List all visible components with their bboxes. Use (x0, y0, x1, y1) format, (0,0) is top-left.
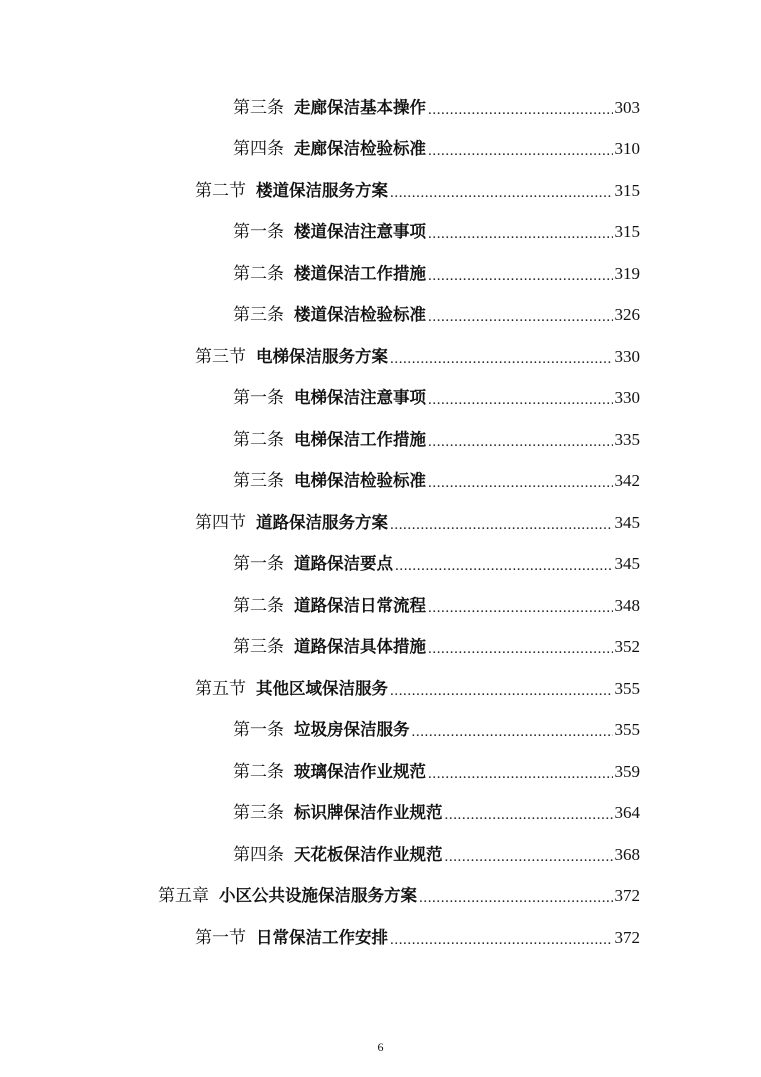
toc-leader-dots (428, 427, 613, 457)
toc-entry-page: 342 (614, 471, 640, 490)
toc-entry[interactable] (233, 757, 640, 787)
toc-entry-page: 345 (614, 513, 640, 532)
toc-entry-number: 第五节 (195, 679, 246, 699)
toc-entry-title: 电梯保洁注意事项 (294, 388, 426, 407)
toc-entry[interactable] (233, 549, 640, 579)
toc-entry-title: 电梯保洁服务方案 (256, 347, 388, 366)
toc-entry-number: 第二条 (233, 596, 284, 616)
toc-leader-dots (390, 510, 613, 540)
toc-leader-dots (428, 219, 613, 249)
toc-entry-number: 第三条 (233, 803, 284, 823)
toc-entry[interactable] (233, 798, 640, 828)
toc-leader-dots (390, 178, 613, 208)
toc-entry-number: 第一条 (233, 222, 284, 242)
toc-entry[interactable] (233, 383, 640, 413)
toc-entry[interactable] (233, 425, 640, 455)
toc-entry-number: 第五章 (158, 886, 209, 906)
toc-leader-dots (395, 551, 613, 581)
toc-entry-page: 319 (614, 264, 640, 283)
toc-entry-page: 326 (614, 305, 640, 324)
toc-leader-dots (428, 593, 613, 623)
toc-entry-number: 第四条 (233, 845, 284, 865)
toc-entry-title: 道路保洁具体措施 (294, 637, 426, 656)
toc-entry-page: 352 (614, 637, 640, 656)
toc-entry[interactable] (195, 176, 640, 206)
toc-entry-title: 走廊保洁检验标准 (294, 139, 426, 158)
toc-entry[interactable] (233, 259, 640, 289)
toc-entry-number: 第一条 (233, 720, 284, 740)
toc-leader-dots (428, 261, 613, 291)
toc-entry-page: 348 (614, 596, 640, 615)
toc-entry-number: 第三条 (233, 637, 284, 657)
toc-entry[interactable] (195, 342, 640, 372)
toc-entry-title: 标识牌保洁作业规范 (294, 803, 443, 822)
toc-entry[interactable] (233, 715, 640, 745)
toc-leader-dots (390, 925, 613, 955)
toc-leader-dots (428, 302, 613, 332)
toc-entry-page: 359 (614, 762, 640, 781)
toc-leader-dots (428, 136, 613, 166)
toc-entry-title: 走廊保洁基本操作 (294, 98, 426, 117)
toc-leader-dots (390, 344, 613, 374)
toc-entry-number: 第四节 (195, 513, 246, 533)
toc-leader-dots (445, 800, 613, 830)
toc-entry-title: 楼道保洁注意事项 (294, 222, 426, 241)
toc-leader-dots (445, 842, 613, 872)
toc-entry-page: 315 (614, 181, 640, 200)
toc-entry-title: 其他区域保洁服务 (256, 679, 388, 698)
toc-entry-title: 道路保洁要点 (294, 554, 393, 573)
toc-entry-title: 日常保洁工作安排 (256, 928, 388, 947)
toc-leader-dots (428, 385, 613, 415)
toc-leader-dots (412, 717, 613, 747)
toc-entry[interactable] (195, 508, 640, 538)
toc-entry-number: 第三条 (233, 98, 284, 118)
toc-entry-page: 310 (614, 139, 640, 158)
toc-leader-dots (428, 468, 613, 498)
toc-entry-number: 第二节 (195, 181, 246, 201)
toc-entry-title: 小区公共设施保洁服务方案 (219, 886, 417, 905)
toc-entry-title: 垃圾房保洁服务 (294, 720, 410, 739)
toc-entry-title: 天花板保洁作业规范 (294, 845, 443, 864)
toc-entry-number: 第四条 (233, 139, 284, 159)
toc-entry[interactable] (233, 632, 640, 662)
toc-entry-page: 330 (614, 388, 640, 407)
toc-entry-page: 355 (614, 679, 640, 698)
toc-entry[interactable] (158, 881, 640, 911)
toc-leader-dots (428, 95, 613, 125)
toc-entry-number: 第一条 (233, 388, 284, 408)
toc-entry-page: 330 (614, 347, 640, 366)
toc-entry[interactable] (233, 840, 640, 870)
toc-leader-dots (428, 759, 613, 789)
toc-entry[interactable] (195, 923, 640, 953)
toc-entry-title: 电梯保洁工作措施 (294, 430, 426, 449)
toc-entry-title: 楼道保洁检验标准 (294, 305, 426, 324)
toc-entry-number: 第三条 (233, 471, 284, 491)
toc-entry-title: 道路保洁服务方案 (256, 513, 388, 532)
toc-entry-page: 355 (614, 720, 640, 739)
toc-entry-number: 第一条 (233, 554, 284, 574)
toc-entry-page: 364 (614, 803, 640, 822)
toc-entry-title: 楼道保洁服务方案 (256, 181, 388, 200)
toc-entry-number: 第二条 (233, 430, 284, 450)
toc-entry-page: 372 (614, 928, 640, 947)
toc-entry[interactable] (195, 674, 640, 704)
toc-entry-page: 315 (614, 222, 640, 241)
toc-entry-page: 303 (614, 98, 640, 117)
toc-entry-number: 第二条 (233, 762, 284, 782)
toc-entry-title: 楼道保洁工作措施 (294, 264, 426, 283)
toc-entry[interactable] (233, 134, 640, 164)
toc-entry-page: 335 (614, 430, 640, 449)
toc-entry[interactable] (233, 217, 640, 247)
page-number: 6 (377, 1040, 384, 1054)
toc-entry-page: 368 (614, 845, 640, 864)
toc-leader-dots (390, 676, 613, 706)
toc-entry-page: 372 (614, 886, 640, 905)
toc-entry-number: 第一节 (195, 928, 246, 948)
toc-entry-page: 345 (614, 554, 640, 573)
toc-entry[interactable] (233, 466, 640, 496)
toc-leader-dots (419, 883, 613, 913)
toc-entry-number: 第三条 (233, 305, 284, 325)
toc-entry[interactable] (233, 93, 640, 123)
toc-entry-title: 电梯保洁检验标准 (294, 471, 426, 490)
toc-entry-title: 道路保洁日常流程 (294, 596, 426, 615)
toc-entry-number: 第三节 (195, 347, 246, 367)
toc-entry-number: 第二条 (233, 264, 284, 284)
toc-entry-title: 玻璃保洁作业规范 (294, 762, 426, 781)
toc-entry[interactable] (233, 300, 640, 330)
toc-entry[interactable] (233, 591, 640, 621)
toc-leader-dots (428, 634, 613, 664)
